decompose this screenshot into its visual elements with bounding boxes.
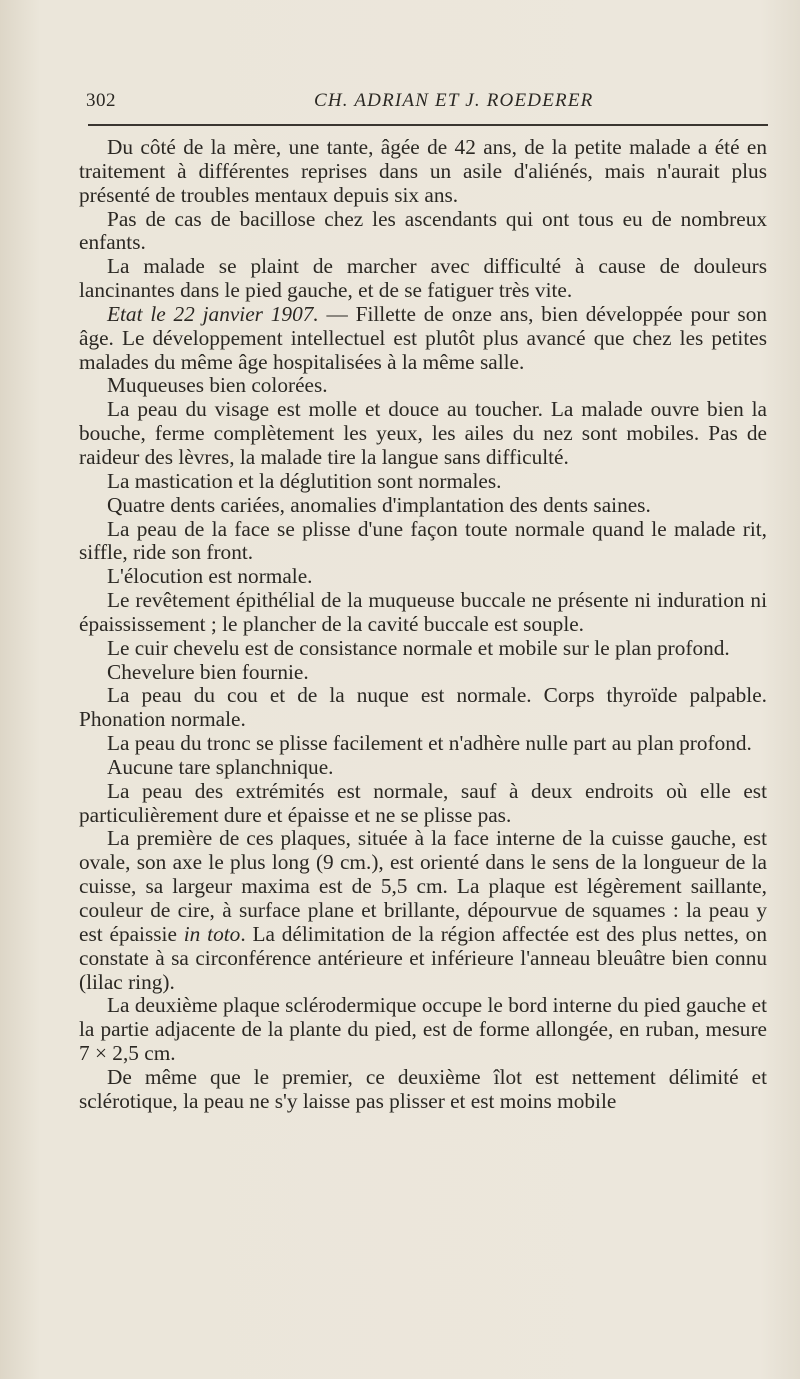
running-head: CH. ADRIAN ET J. ROEDERER xyxy=(314,90,594,111)
paragraph: La peau du tronc se plisse facilement et n'adhère nulle part au plan profond. xyxy=(107,731,752,756)
paragraph: La première de ces plaques, située à la face interne de la cuisse gauche, est ovale, son axe le plus long (9 cm.), est orienté dans le sens de la longueur de la cuisse, sa largeur maxima est de 5,5 cm. La plaque est légèrement saillante, couleur de cire, à surface plane et brillante, dépourvue de squames : la peau y est épaissie in toto. La délimitation de la région affectée est des plus nettes, on constate à sa circonférence antérieure et inférieure l'anneau bleuâtre bien connu (lilac ring). xyxy=(79,826,767,994)
paragraph: De même que le premier, ce deuxième îlot est nettement délimité et sclérotique, la peau ne s'y laisse pas plisser et est moins mobile xyxy=(79,1064,767,1113)
paragraph: Pas de cas de bacillose chez les ascendants qui ont tous eu de nombreux enfants. xyxy=(79,206,767,255)
page-header xyxy=(86,88,768,118)
body-text xyxy=(79,136,767,1114)
paragraph: La deuxième plaque sclérodermique occupe le bord interne du pied gauche et la partie adjacente de la plante du pied, est de forme allongée, en ruban, mesure 7 × 2,5 cm. xyxy=(79,993,767,1066)
paragraph: La mastication et la déglutition sont normales. xyxy=(107,468,502,493)
paragraph: La peau des extrémités est normale, sauf à deux endroits où elle est particulièrement dure et épaisse et ne se plisse pas. xyxy=(79,778,767,827)
page-number: 302 xyxy=(86,90,116,111)
paragraph: Aucune tare splanchnique. xyxy=(107,754,334,779)
paragraph: Quatre dents cariées, anomalies d'implantation des dents saines. xyxy=(107,492,651,517)
paragraph: La peau du cou et de la nuque est normale. Corps thyroïde palpable. Phonation normale. xyxy=(79,683,767,732)
paragraph: Le revêtement épithélial de la muqueuse buccale ne présente ni induration ni épaississement ; le plancher de la cavité buccale est souple. xyxy=(79,588,767,636)
paragraph: Chevelure bien fournie. xyxy=(107,659,309,684)
latin-phrase: in toto xyxy=(183,921,241,946)
paragraph: La peau de la face se plisse d'une façon toute normale quand le malade rit, siffle, ride son front. xyxy=(79,516,767,565)
paragraph: Le cuir chevelu est de consistance normale et mobile sur le plan profond. xyxy=(107,635,730,660)
paragraph: La peau du visage est molle et douce au toucher. La malade ouvre bien la bouche, ferme complètement les yeux, les ailes du nez sont mobiles. Pas de raideur des lèvres, la malade tire la langue sans difficulté. xyxy=(79,397,767,469)
date-lead: Etat le 22 janvier 1907. xyxy=(107,301,319,326)
paragraph: Etat le 22 janvier 1907. — Fillette de onze ans, bien développée pour son âge. Le développement intellectuel est plutôt plus avancé que chez les petites malades du même âge hospitalisées à la même salle. xyxy=(79,301,767,374)
paragraph: L'élocution est normale. xyxy=(107,564,313,589)
header-rule xyxy=(88,124,768,126)
paragraph: Muqueuses bien colorées. xyxy=(107,373,328,398)
paragraph: La malade se plaint de marcher avec difficulté à cause de douleurs lancinantes dans le pied gauche, et de se fatiguer très vite. xyxy=(79,254,767,303)
paragraph: Du côté de la mère, une tante, âgée de 42 ans, de la petite malade a été en traitement à différentes reprises dans un asile d'aliénés, mais n'aurait plus présenté de troubles mentaux depuis six ans. xyxy=(79,135,767,207)
